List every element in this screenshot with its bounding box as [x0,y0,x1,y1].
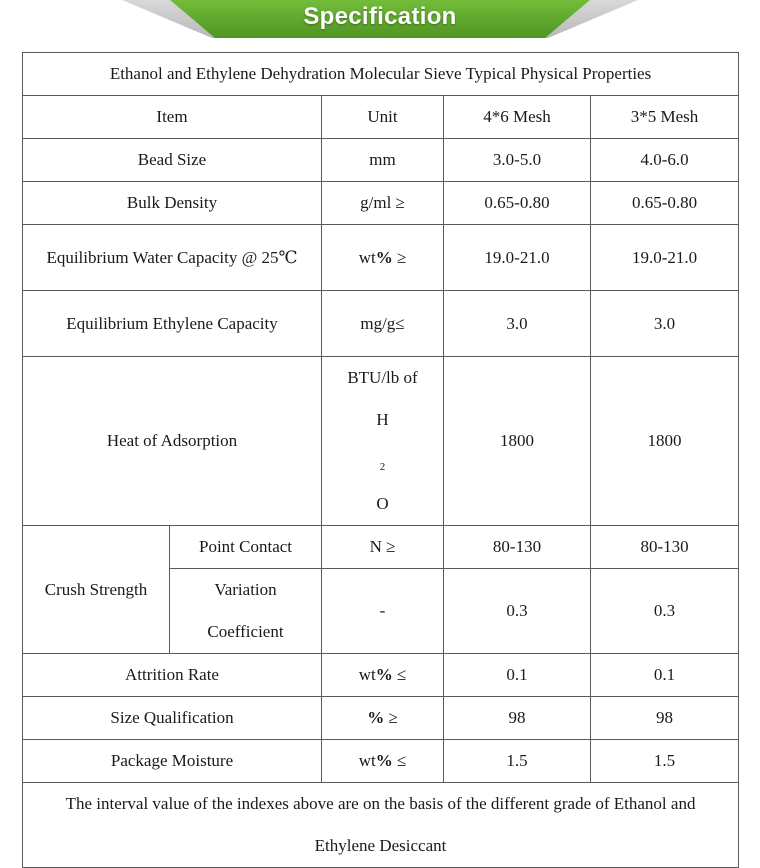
ethylene-capacity-label: Equilibrium Ethylene Capacity [23,291,322,357]
table-row [23,697,739,740]
header-item: Item [23,96,322,139]
water-capacity-unit: wt% ≥ [322,225,444,291]
package-moisture-3x5: 1.5 [591,740,739,783]
package-moisture-label: Package Moisture [23,740,322,783]
ethylene-capacity-unit: mg/g≤ [322,291,444,357]
ethylene-capacity-4x6: 3.0 [444,291,591,357]
header-3x5-mesh: 3*5 Mesh [591,96,739,139]
point-contact-label: Point Contact [170,526,322,569]
point-contact-unit: N ≥ [322,526,444,569]
heat-adsorption-3x5: 1800 [591,357,739,526]
point-contact-4x6: 80-130 [444,526,591,569]
package-moisture-unit: wt% ≤ [322,740,444,783]
table-row [23,225,739,291]
table-row [23,740,739,783]
bulk-density-unit: g/ml ≥ [322,182,444,225]
bead-size-unit: mm [322,139,444,182]
water-capacity-label: Equilibrium Water Capacity @ 25℃ [23,225,322,291]
table-caption-row [23,53,739,96]
size-qualification-label: Size Qualification [23,697,322,740]
size-qualification-unit: % ≥ [322,697,444,740]
variation-coefficient-4x6: 0.3 [444,569,591,654]
variation-coefficient-label: Variation Coefficient [170,569,322,654]
bulk-density-label: Bulk Density [23,182,322,225]
bulk-density-3x5: 0.65-0.80 [591,182,739,225]
specification-banner [0,0,760,44]
bead-size-4x6: 3.0-5.0 [444,139,591,182]
variation-coefficient-3x5: 0.3 [591,569,739,654]
table-row [23,526,739,569]
attrition-rate-label: Attrition Rate [23,654,322,697]
table-row [23,291,739,357]
package-moisture-4x6: 1.5 [444,740,591,783]
table-footnote-row [23,783,739,868]
heat-adsorption-unit: BTU/lb of H $_2$ O [322,357,444,526]
bead-size-label: Bead Size [23,139,322,182]
attrition-rate-4x6: 0.1 [444,654,591,697]
header-unit: Unit [322,96,444,139]
table-row [23,139,739,182]
size-qualification-4x6: 98 [444,697,591,740]
table-row [23,654,739,697]
specification-table [22,52,739,868]
banner-title: Specification [303,3,457,30]
size-qualification-3x5: 98 [591,697,739,740]
water-capacity-4x6: 19.0-21.0 [444,225,591,291]
header-4x6-mesh: 4*6 Mesh [444,96,591,139]
attrition-rate-unit: wt% ≤ [322,654,444,697]
ethylene-capacity-3x5: 3.0 [591,291,739,357]
table-row [23,357,739,526]
water-capacity-3x5: 19.0-21.0 [591,225,739,291]
point-contact-3x5: 80-130 [591,526,739,569]
bulk-density-4x6: 0.65-0.80 [444,182,591,225]
heat-adsorption-4x6: 1800 [444,357,591,526]
heat-adsorption-label: Heat of Adsorption [23,357,322,526]
attrition-rate-3x5: 0.1 [591,654,739,697]
table-caption: Ethanol and Ethylene Dehydration Molecular Sieve Typical Physical Properties [23,53,739,96]
bead-size-3x5: 4.0-6.0 [591,139,739,182]
crush-strength-label: Crush Strength [23,526,170,654]
variation-coefficient-unit: - [322,569,444,654]
table-footnote: The interval value of the indexes above are on the basis of the different grade of Ethanol and Ethylene Desiccant [23,783,739,868]
table-header-row [23,96,739,139]
table-row [23,182,739,225]
